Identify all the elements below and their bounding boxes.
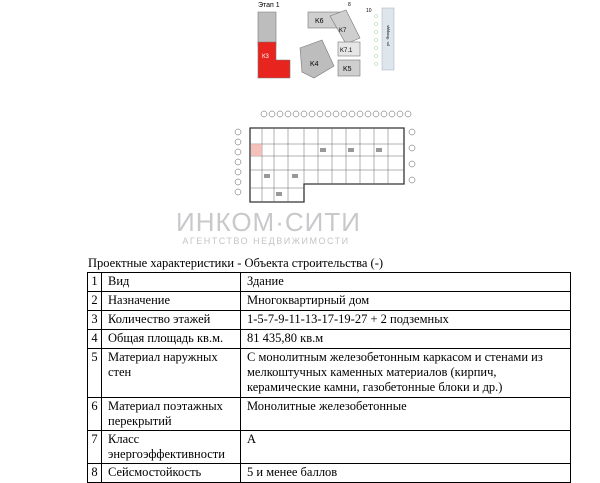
site-plan-image [226,0,406,92]
row-number: 8 [88,464,102,483]
highlighted-unit [251,144,262,156]
block-label-k5: K5 [343,66,352,73]
row-value: A [241,431,571,464]
table-row [88,311,571,330]
row-key: Материал поэтажных перекрытий [102,398,241,431]
characteristics-table [87,272,571,483]
axis-markers-right [409,129,415,183]
row-value: С монолитным железобетонным каркасом и стенами из мелкоштучных каменных материалов (кирпич, керамические камни, газобетонные блоки и др.) [241,349,571,398]
row-key: Количество этажей [102,311,241,330]
plot-number: 8 [348,2,351,8]
building-block [258,12,276,46]
row-key: Общая площадь кв.м. [102,330,241,349]
tree-row [375,15,378,66]
row-key: Вид [102,273,241,292]
row-number: 6 [88,398,102,431]
row-key: Назначение [102,292,241,311]
building-k4 [300,40,334,78]
row-value: 5 и менее баллов [241,464,571,483]
row-number: 5 [88,349,102,398]
row-value: Монолитные железобетонные [241,398,571,431]
row-number: 7 [88,431,102,464]
axis-markers-top [261,111,411,117]
row-key: Сейсмостойкость [102,464,241,483]
stage-label: Этап 1 [258,2,280,9]
floor-fixtures [264,148,382,196]
table-row [88,330,571,349]
table-row [88,292,571,311]
block-label-k7: K7 [339,28,347,34]
floor-plan-image [232,108,418,204]
interior-walls [250,128,404,202]
plot-number: 10 [366,8,372,14]
table-row [88,431,571,464]
row-value: Многоквартирный дом [241,292,571,311]
row-value: 81 435,80 кв.м [241,330,571,349]
document-title: Проектные характеристики - Объекта строительства (-) [88,256,384,270]
table-row [88,273,571,292]
building-k3-highlight [258,42,290,78]
row-value: 1-5-7-9-11-13-17-19-27 + 2 подземных [241,311,571,330]
building-outline [250,128,404,202]
row-value: Здание [241,273,571,292]
watermark-logo: ИНКОМ·СИТИ [176,207,361,237]
row-key: Материал наружных стен [102,349,241,398]
row-number: 3 [88,311,102,330]
row-key: Класс энергоэффективности [102,431,241,464]
row-number: 4 [88,330,102,349]
block-label-k6: K6 [315,18,324,25]
axis-markers-left [235,129,241,195]
watermark-subtitle: АГЕНТСТВО НЕДВИЖИМОСТИ [182,236,350,246]
row-number: 1 [88,273,102,292]
row-number: 2 [88,292,102,311]
block-label-k7-1: K7.1 [340,48,353,54]
street-label: ул. Фиорда [385,25,390,46]
table-row [88,398,571,431]
block-label-k4: K4 [310,61,319,68]
k3-label: К3 [262,54,269,60]
table-row [88,349,571,398]
